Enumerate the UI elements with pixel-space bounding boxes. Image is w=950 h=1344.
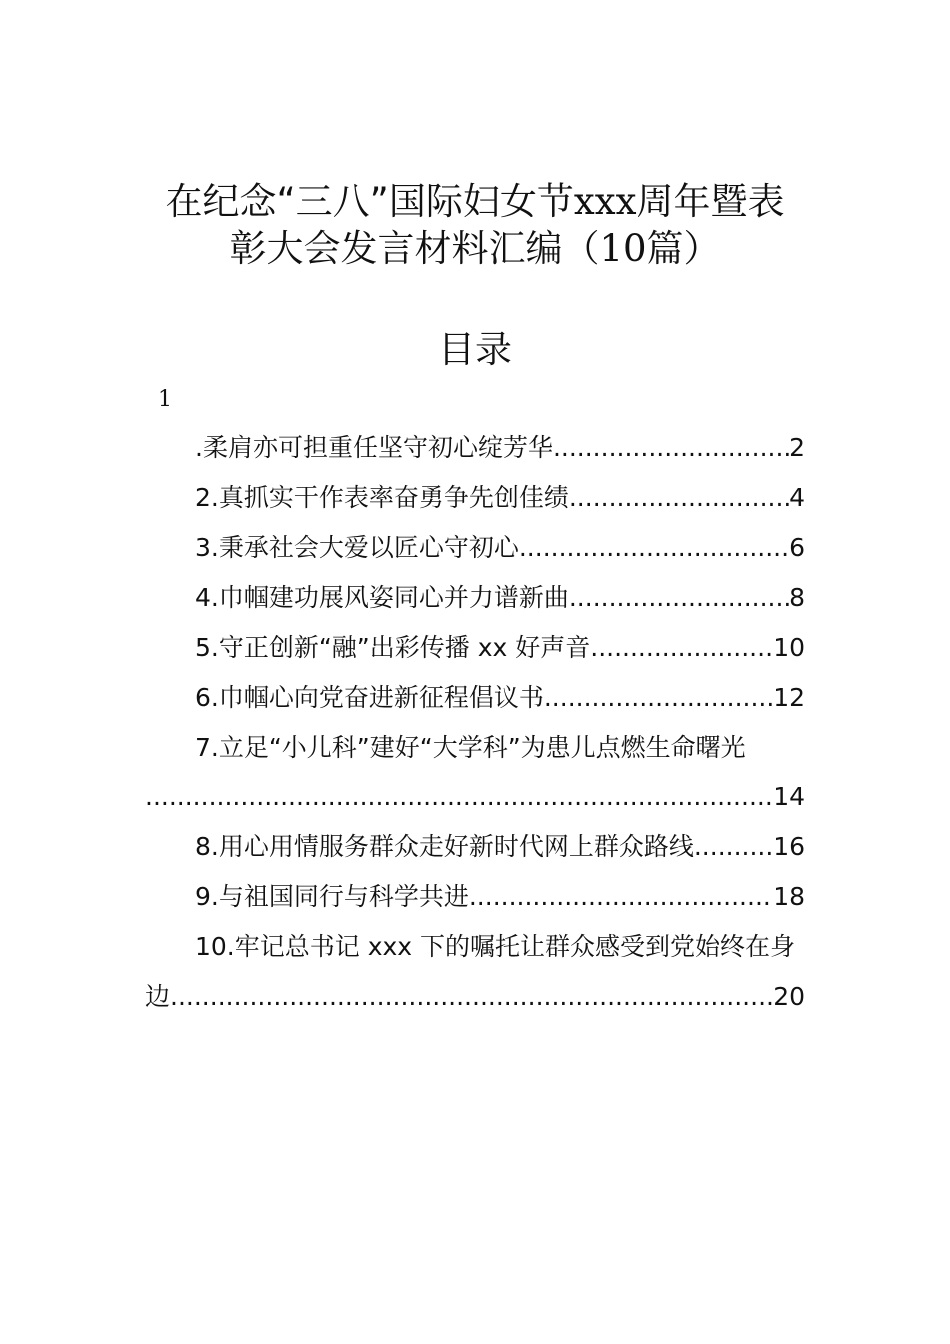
- toc-entry-title[interactable]: 5.守正创新“融”出彩传播 xx 好声音: [195, 633, 591, 662]
- toc-entry-line-1[interactable]: [195, 930, 805, 964]
- toc-leader-dots: [145, 780, 773, 814]
- toc-entry-title[interactable]: 8.用心用情服务群众走好新时代网上群众路线: [195, 832, 694, 861]
- toc-entry-title[interactable]: .柔肩亦可担重任坚守初心绽芳华: [195, 433, 553, 462]
- toc-entry-title[interactable]: 3.秉承社会大爱以匠心守初心: [195, 533, 519, 562]
- toc-entry-line-1[interactable]: [195, 731, 805, 765]
- toc-entry-line-2[interactable]: [145, 780, 805, 814]
- title-text: 周年暨表: [636, 180, 785, 223]
- toc-entry-title[interactable]: 4.巾帼建功展风姿同心并力谱新曲: [195, 583, 569, 612]
- toc-entry[interactable]: [195, 531, 805, 565]
- toc-entry-page: 6: [789, 533, 805, 562]
- toc-entry-line-2[interactable]: [145, 980, 805, 1014]
- toc-entry[interactable]: [195, 681, 805, 715]
- page-marker: 1: [158, 387, 172, 412]
- title-placeholder-number: xxx: [573, 180, 637, 223]
- toc-entry[interactable]: [195, 431, 805, 465]
- toc-entry-page: 4: [789, 483, 805, 512]
- toc-entry[interactable]: [195, 631, 805, 665]
- toc-entry[interactable]: [195, 581, 805, 615]
- toc-heading: 目录: [438, 328, 512, 371]
- toc-entry-title[interactable]: 6.巾帼心向党奋进新征程倡议书: [195, 683, 544, 712]
- document-title-line-2: [0, 224, 950, 274]
- toc-entry-page: 14: [773, 782, 805, 811]
- document-title-line-1: [0, 177, 950, 227]
- toc-entry-title-continued[interactable]: 边: [145, 982, 171, 1011]
- toc-leader-dots: [544, 681, 773, 715]
- toc-leader-dots: [170, 980, 773, 1014]
- toc-leader-dots: [569, 481, 789, 515]
- toc-entry-page: 16: [773, 832, 805, 861]
- toc-entry-title[interactable]: 9.与祖国同行与科学共进: [195, 882, 469, 911]
- toc-entry-title[interactable]: 10.牢记总书记 xxx 下的嘱托让群众感受到党始终在身: [195, 932, 796, 961]
- toc-entry[interactable]: [195, 481, 805, 515]
- toc-entry-page: 2: [789, 433, 805, 462]
- toc-leader-dots: [590, 631, 773, 665]
- toc-entry-page: 12: [773, 683, 805, 712]
- toc-entry-title[interactable]: 2.真抓实干作表率奋勇争先创佳绩: [195, 483, 569, 512]
- toc-entry[interactable]: [195, 830, 805, 864]
- toc-leader-dots: [569, 581, 789, 615]
- toc-entry-page: 8: [789, 583, 805, 612]
- title-text: 篇）: [646, 227, 721, 270]
- toc-entry[interactable]: [195, 880, 805, 914]
- toc-entry-page: 10: [773, 633, 805, 662]
- toc-leader-dots: [519, 531, 789, 565]
- toc-leader-dots: [469, 880, 773, 914]
- toc-leader-dots: [694, 830, 773, 864]
- toc-leader-dots: [553, 431, 789, 465]
- title-text: 在纪念“三八”国际妇女节: [165, 180, 574, 223]
- title-text: 彰大会发言材料汇编（: [229, 227, 600, 270]
- toc-entry-title[interactable]: 7.立足“小儿科”建好“大学科”为患儿点燃生命曙光: [195, 733, 746, 762]
- toc-entry-page: 18: [773, 882, 805, 911]
- toc-entry-page: 20: [773, 982, 805, 1011]
- title-count: 10: [599, 227, 647, 270]
